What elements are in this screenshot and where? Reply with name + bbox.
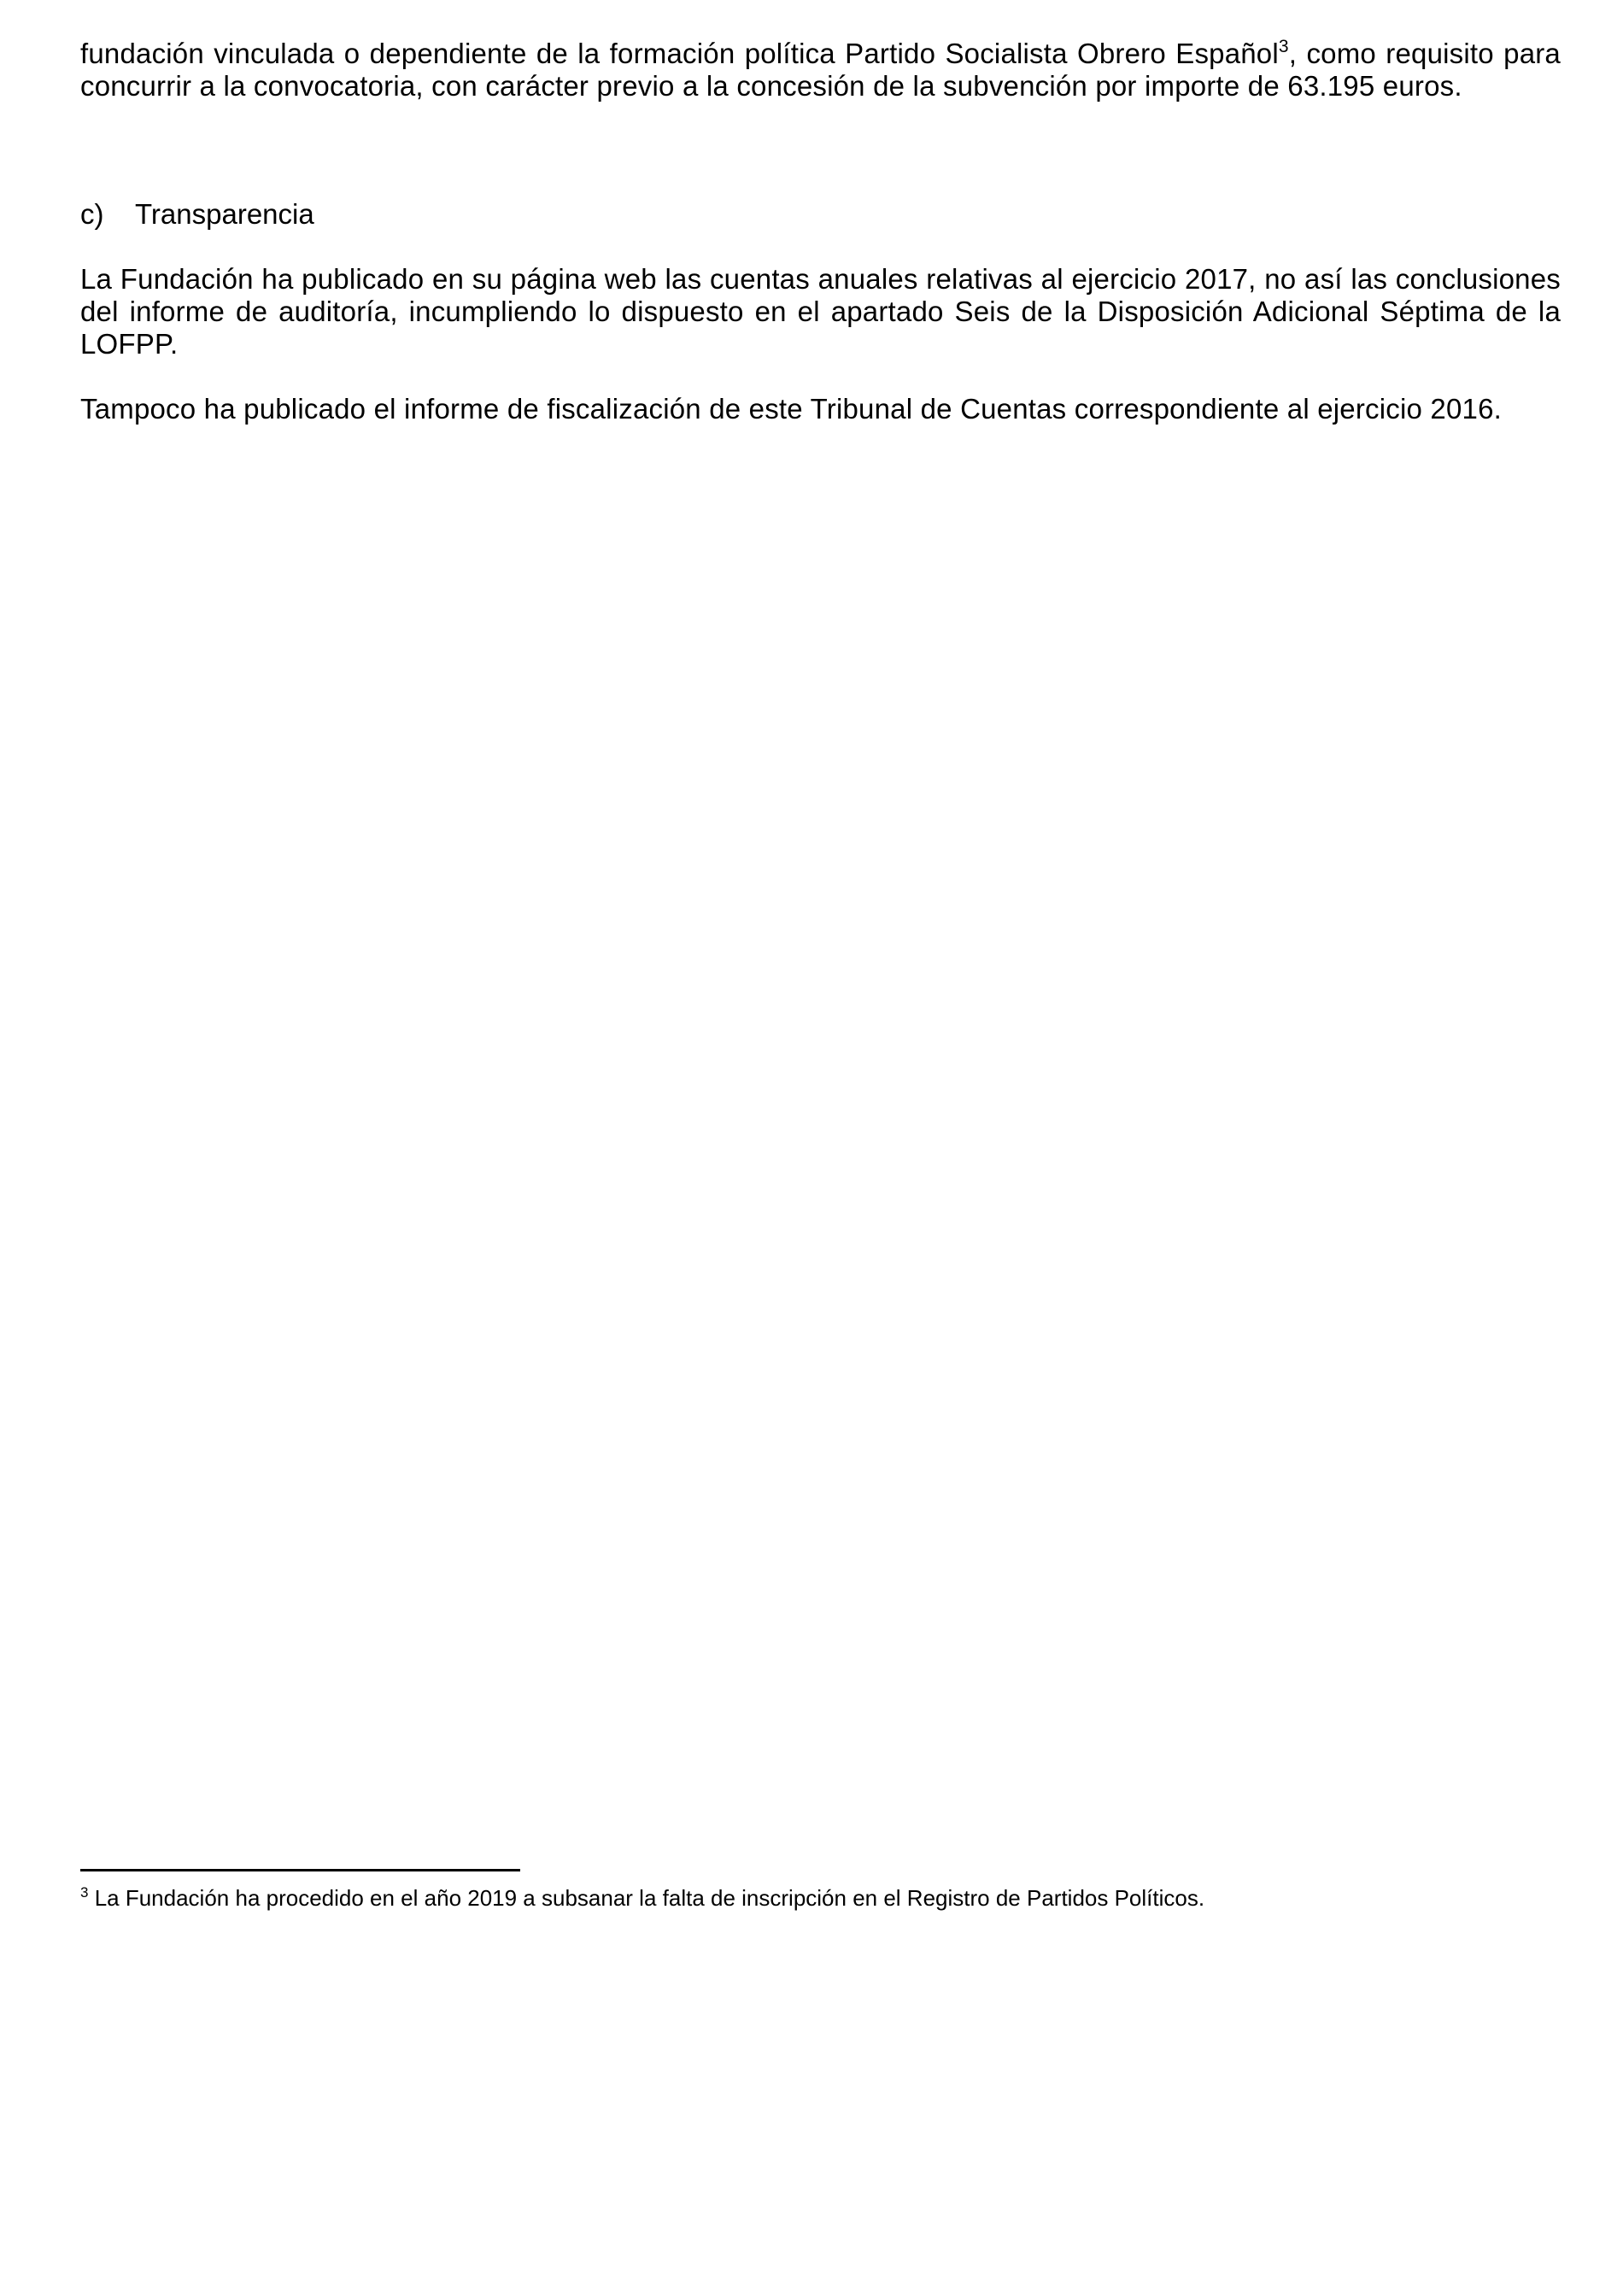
section-title: Transparencia [135, 198, 314, 230]
paragraph-subvencion [80, 38, 1561, 102]
paragraph-text-end: , como requisito para concurrir a la convocatoria, con carácter previo a la concesión de la subvención por importe de 63.195 euros. [80, 38, 1561, 102]
footnote-text: La Fundación ha procedido en el año 2019 a subsanar la falta de inscripción en el Registro de Partidos Políticos. [88, 1885, 1205, 1911]
footnote [80, 1884, 1561, 1912]
section-marker: c) [80, 198, 104, 230]
paragraph-informe-fiscalizacion: Tampoco ha publicado el informe de fiscalización de este Tribunal de Cuentas correspondiente al ejercicio 2016. [80, 393, 1503, 425]
paragraph-cuentas-anuales: La Fundación ha publicado en su página web las cuentas anuales relativas al ejercicio 2017, no así las conclusiones del informe de auditoría, incumpliendo lo dispuesto en el apartado Seis de la Disposición Adicional Séptima de la LOFPP. [80, 263, 1561, 360]
section-heading [80, 198, 314, 231]
footnote-separator [80, 1869, 520, 1871]
footnote-number: 3 [80, 1884, 89, 1901]
footnote-reference: 3 [1278, 37, 1289, 56]
paragraph-text-start: fundación vinculada o dependiente de la formación política Partido Socialista Obrero Español [80, 38, 1279, 69]
